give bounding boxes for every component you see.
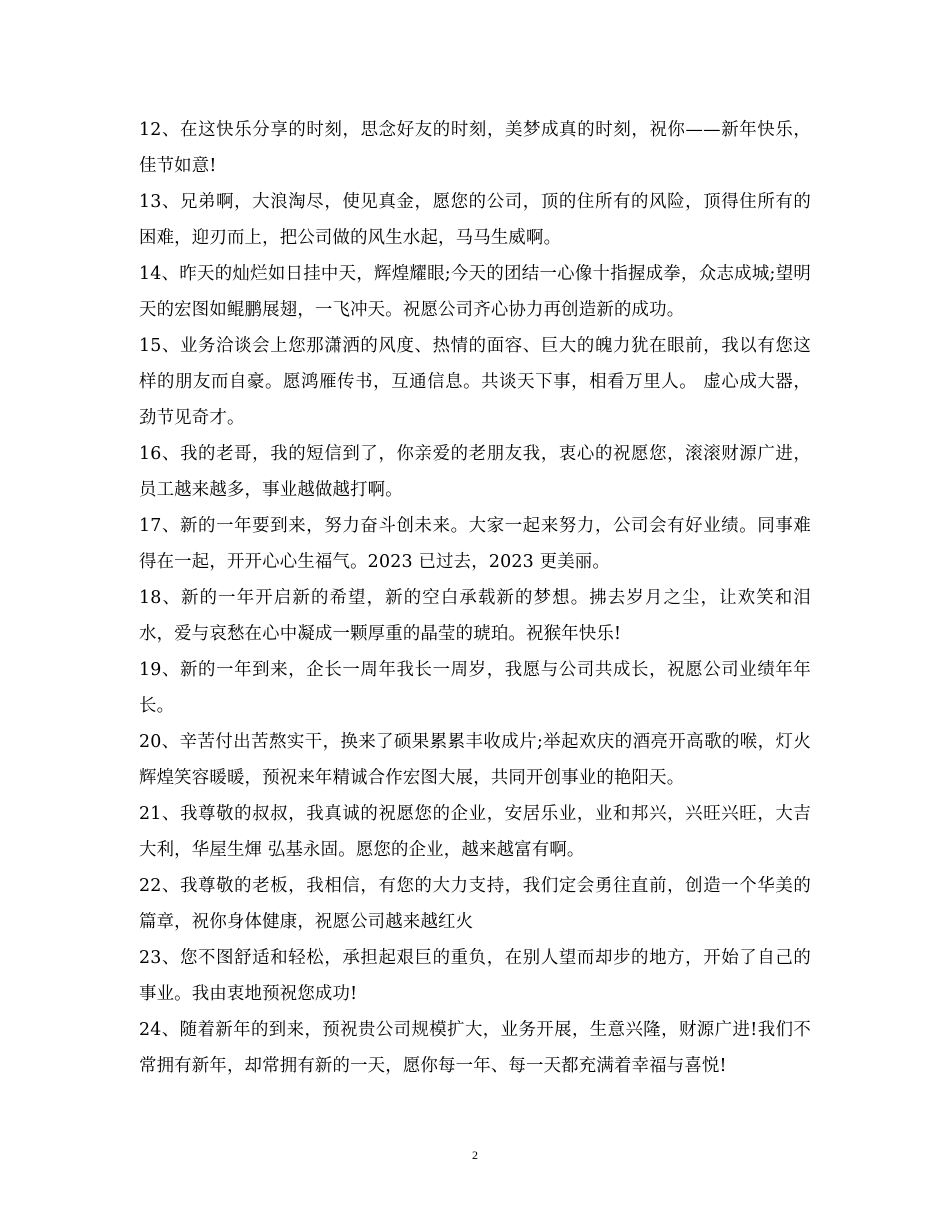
paragraph-20: 20、辛苦付出苦熬实干，换来了硕果累累丰收成片;举起欢庆的酒亮开高歌的喉，灯火辉煌笑容暖暖，预祝来年精诚合作宏图大展，共同开创事业的艳阳天。: [139, 732, 811, 788]
paragraph-18: 18、新的一年开启新的希望，新的空白承载新的梦想。拂去岁月之尘，让欢笑和泪水，爱与哀愁在心中凝成一颗厚重的晶莹的琥珀。祝猴年快乐!: [139, 588, 811, 644]
paragraph-21: 21、我尊敬的叔叔，我真诚的祝愿您的企业，安居乐业，业和邦兴，兴旺兴旺，大吉大利，华屋生煇 弘基永固。愿您的企业，越来越富有啊。: [139, 804, 811, 860]
paragraph-15: 15、业务洽谈会上您那潇洒的风度、热情的面容、巨大的魄力犹在眼前，我以有您这样的朋友而自豪。愿鸿雁传书，互通信息。共谈天下事，相看万里人。 虚心成大器，劲节见奇才。: [139, 336, 811, 428]
paragraph-13: 13、兄弟啊，大浪淘尽，使见真金，愿您的公司，顶的住所有的风险，顶得住所有的困难，迎刃而上，把公司做的风生水起，马马生威啊。: [139, 192, 811, 248]
paragraph-17: 17、新的一年要到来，努力奋斗创未来。大家一起来努力，公司会有好业绩。同事难得在一起，开开心心生福气。2023 已过去，2023 更美丽。: [139, 516, 811, 572]
page-number: 2: [472, 1148, 478, 1162]
paragraph-14: 14、昨天的灿烂如日挂中天，辉煌耀眼;今天的团结一心像十指握成拳，众志成城;望明天的宏图如鲲鹏展翅，一飞冲天。祝愿公司齐心协力再创造新的成功。: [139, 264, 811, 320]
document-body: [139, 112, 811, 1084]
paragraph-23: 23、您不图舒适和轻松，承担起艰巨的重负，在别人望而却步的地方，开始了自己的事业。我由衷地预祝您成功!: [139, 948, 811, 1004]
paragraph-19: 19、新的一年到来，企长一周年我长一周岁，我愿与公司共成长，祝愿公司业绩年年长。: [139, 660, 811, 716]
paragraph-22: 22、我尊敬的老板，我相信，有您的大力支持，我们定会勇往直前，创造一个华美的篇章，祝你身体健康，祝愿公司越来越红火: [139, 876, 811, 932]
paragraph-16: 16、我的老哥，我的短信到了，你亲爱的老朋友我，衷心的祝愿您，滚滚财源广进，员工越来越多，事业越做越打啊。: [139, 444, 811, 500]
paragraph-24: 24、随着新年的到来，预祝贵公司规模扩大，业务开展，生意兴隆，财源广进!我们不常拥有新年，却常拥有新的一天，愿你每一年、每一天都充满着幸福与喜悦!: [139, 1020, 811, 1076]
paragraph-12: 12、在这快乐分享的时刻，思念好友的时刻，美梦成真的时刻，祝你——新年快乐，佳节如意!: [139, 120, 811, 176]
